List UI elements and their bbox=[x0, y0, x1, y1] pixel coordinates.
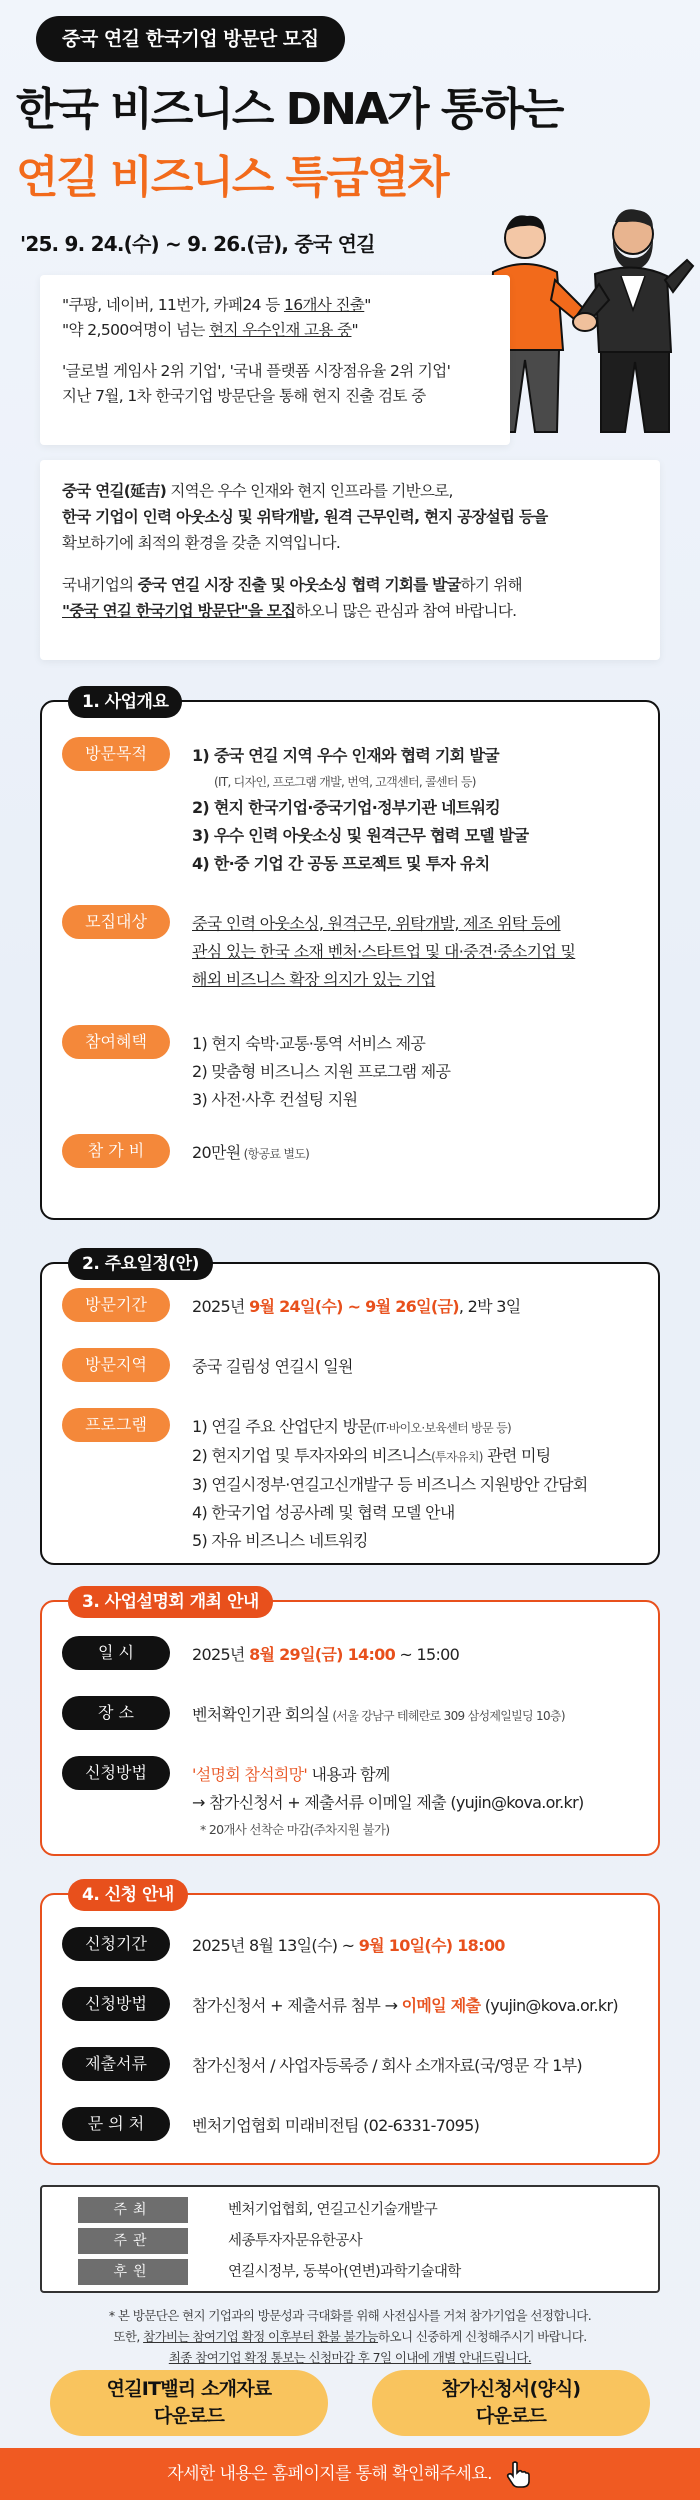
quote-line-4: 지난 7월, 1차 한국기업 방문단을 통해 현지 진출 검토 중 bbox=[62, 387, 426, 405]
briefing-place-row bbox=[62, 1696, 648, 1736]
intro-bold: "중국 연길 한국기업 방문단"을 모집 bbox=[62, 602, 296, 620]
section-briefing-session bbox=[40, 1592, 660, 1856]
benefit-row bbox=[62, 1025, 648, 1115]
period-highlight: 9월 10일(수) 18:00 bbox=[358, 1936, 505, 1955]
quote-underline: 현지 우수인재 고용 중 bbox=[209, 321, 352, 339]
target-line: 관심 있는 한국 소재 벤처·스타트업 및 대·중견·중소기업 및 bbox=[192, 942, 576, 961]
quote-text: "쿠팡, 네이버, 11번가, 카페24 등 bbox=[62, 296, 284, 314]
purpose-subitem: (IT, 디자인, 프로그램 개발, 번역, 고객센터, 콜센터 등) bbox=[214, 775, 476, 789]
intro-line-1 bbox=[62, 478, 638, 504]
program-item-note: (투자유치) bbox=[431, 1450, 483, 1464]
hero-date: '25. 9. 24.(수) ~ 9. 26.(금), 중국 연길 bbox=[20, 232, 375, 256]
purpose-tag: 방문목적 bbox=[62, 737, 170, 771]
notice-underline: 참가비는 참여기업 확정 이후부터 환불 불가능 bbox=[143, 2329, 379, 2344]
fee-note: (항공료 별도) bbox=[240, 1147, 310, 1161]
highlight-quote-box bbox=[40, 275, 510, 445]
period-text: , 2박 3일 bbox=[458, 1297, 521, 1316]
program-item: 3) 연길시정부·연길고신개발구 등 비즈니스 지원방안 간담회 bbox=[192, 1475, 588, 1494]
briefing-date-tag: 일 시 bbox=[62, 1636, 170, 1670]
sponsor-tag: 후원 bbox=[78, 2259, 188, 2285]
quote-line-1 bbox=[62, 293, 488, 318]
footer-text: 자세한 내용은 홈페이지를 통해 확인해주세요. bbox=[167, 2464, 492, 2484]
method-highlight: '설명회 참석희망' bbox=[192, 1765, 308, 1784]
notice-text bbox=[0, 2305, 700, 2368]
contact-row bbox=[62, 2107, 648, 2147]
program-item: 4) 한국기업 성공사례 및 협력 모델 안내 bbox=[192, 1503, 455, 1522]
visit-period-row bbox=[62, 1288, 648, 1328]
period-text: 2025년 bbox=[192, 1297, 250, 1316]
quote-text: "약 2,500여명이 넘는 bbox=[62, 321, 210, 339]
intro-line-3: 확보하기에 최적의 환경을 갖춘 지역입니다. bbox=[62, 534, 341, 552]
manager-tag: 주관 bbox=[78, 2228, 188, 2254]
host-tag: 주최 bbox=[78, 2197, 188, 2223]
purpose-item: 2) 현지 한국기업·중국기업·정부기관 네트워킹 bbox=[192, 798, 501, 817]
visit-region-row bbox=[62, 1348, 648, 1388]
hero-title-line1: 한국 비즈니스 DNA가 통하는 bbox=[16, 84, 563, 135]
application-method-row bbox=[62, 1987, 648, 2027]
documents-content: 참가신청서 / 사업자등록증 / 회사 소개자료(국/영문 각 1부) bbox=[192, 2056, 582, 2075]
notice-line: 하오니 신중하게 신청해주시기 바랍니다. bbox=[378, 2329, 587, 2344]
intro-text: 하오니 많은 관심과 참여 바랍니다. bbox=[295, 602, 517, 620]
download-application-form-button[interactable] bbox=[372, 2370, 650, 2436]
target-line: 중국 인력 아웃소싱, 원격근무, 위탁개발, 제조 위탁 등에 bbox=[192, 914, 561, 933]
program-item: 1) 연길 주요 산업단지 방문 bbox=[192, 1417, 373, 1436]
host-value: 벤처기업협회, 연길고신기술개발구 bbox=[228, 2202, 438, 2218]
method-highlight: 이메일 제출 bbox=[401, 1996, 481, 2015]
target-tag: 모집대상 bbox=[62, 905, 170, 939]
section-title: 4. 신청 안내 bbox=[68, 1879, 188, 1911]
visit-region-tag: 방문지역 bbox=[62, 1348, 170, 1382]
intro-line-2 bbox=[62, 504, 638, 530]
hero-title-line2: 연길 비즈니스 특급열차 bbox=[16, 152, 448, 203]
program-row bbox=[62, 1408, 648, 1558]
benefit-item: 3) 사전·사후 컨설팅 지원 bbox=[192, 1090, 358, 1109]
fee-row bbox=[62, 1134, 648, 1174]
section-title: 3. 사업설명회 개최 안내 bbox=[68, 1586, 273, 1618]
period-highlight: 9월 24일(수) ~ 9월 26일(금) bbox=[249, 1297, 459, 1316]
button-label: 다운로드 bbox=[153, 2405, 225, 2427]
place-address: (서울 강남구 테헤란로 309 삼성제일빌딩 10층) bbox=[329, 1709, 565, 1723]
intro-bold: 중국 연길(延吉) bbox=[62, 482, 167, 500]
fee-value: 20만원 bbox=[192, 1143, 241, 1162]
date-highlight: 8월 29일(금) 14:00 bbox=[249, 1645, 396, 1664]
section-application bbox=[40, 1885, 660, 2165]
benefit-tag: 참여혜택 bbox=[62, 1025, 170, 1059]
manager-value: 세종투자자문유한공사 bbox=[228, 2233, 363, 2249]
application-period-row bbox=[62, 1927, 648, 1967]
button-label: 연길IT밸리 소개자료 bbox=[106, 2378, 272, 2400]
section-title: 1. 사업개요 bbox=[68, 686, 182, 718]
quote-underline: 16개사 진출 bbox=[283, 296, 365, 314]
section-business-overview bbox=[40, 692, 660, 1220]
benefit-content bbox=[192, 1030, 648, 1114]
date-text: ~ 15:00 bbox=[395, 1645, 460, 1664]
target-content bbox=[192, 910, 648, 994]
contact-tag: 문 의 처 bbox=[62, 2107, 170, 2141]
period-text: 2025년 8월 13일(수) ~ bbox=[192, 1936, 359, 1955]
documents-row bbox=[62, 2047, 648, 2087]
target-row bbox=[62, 905, 648, 995]
sponsor-value: 연길시정부, 동북아(연변)과학기술대학 bbox=[228, 2264, 461, 2280]
pointer-hand-icon bbox=[503, 2459, 533, 2489]
application-period-content bbox=[192, 1932, 648, 1960]
briefing-date-row bbox=[62, 1636, 648, 1676]
intro-line-4 bbox=[62, 572, 638, 598]
program-item: 2) 현지기업 및 투자자와의 비즈니스 bbox=[192, 1446, 432, 1465]
briefing-place-content bbox=[192, 1701, 648, 1730]
purpose-item: 1) 중국 연길 지역 우수 인재와 협력 기회 발굴 bbox=[192, 746, 499, 765]
button-label: 다운로드 bbox=[475, 2405, 547, 2427]
method-email: (yujin@kova.or.kr) bbox=[480, 1996, 618, 2015]
intro-box bbox=[40, 460, 660, 660]
fee-tag: 참 가 비 bbox=[62, 1134, 170, 1168]
purpose-item: 4) 한·중 기업 간 공동 프로젝트 및 투자 유치 bbox=[192, 854, 490, 873]
place-text: 벤처확인기관 회의실 bbox=[192, 1705, 330, 1724]
intro-text: 국내기업의 bbox=[62, 576, 138, 594]
quote-line-3: '글로벌 게임사 2위 기업', '국내 플랫폼 시장점유율 2위 기업' bbox=[62, 362, 451, 380]
date-text: 2025년 bbox=[192, 1645, 250, 1664]
target-line: 해외 비즈니스 확장 의지가 있는 기업 bbox=[192, 970, 436, 989]
section-title: 2. 주요일정(안) bbox=[68, 1248, 213, 1280]
program-item: 5) 자유 비즈니스 네트워킹 bbox=[192, 1531, 368, 1550]
purpose-content bbox=[192, 742, 648, 878]
intro-text: 지역은 우수 인재와 현지 인프라를 기반으로, bbox=[166, 482, 453, 500]
quote-line-2 bbox=[62, 318, 488, 343]
quote-text: " bbox=[364, 296, 371, 314]
intro-text: 하기 위해 bbox=[460, 576, 522, 594]
briefing-method-content bbox=[192, 1761, 648, 1843]
fee-content bbox=[192, 1139, 648, 1168]
briefing-method-row bbox=[62, 1756, 648, 1846]
intro-bold: 한국 기업이 인력 아웃소싱 및 위탁개발, 원격 근무인력, 현지 공장설립 등을 bbox=[62, 508, 548, 526]
notice-line: * 본 방문단은 현지 기업과의 방문성과 극대화를 위해 사전심사를 거쳐 참가기업을 선정합니다. bbox=[108, 2308, 592, 2323]
program-tag: 프로그램 bbox=[62, 1408, 170, 1442]
organizers-box bbox=[40, 2185, 660, 2293]
homepage-link-bar[interactable] bbox=[0, 2448, 700, 2500]
purpose-item: 3) 우수 인력 아웃소싱 및 원격근무 협력 모델 발굴 bbox=[192, 826, 529, 845]
purpose-row bbox=[62, 737, 648, 887]
hero-pill: 중국 연길 한국기업 방문단 모집 bbox=[36, 16, 345, 62]
program-item: 관련 미팅 bbox=[482, 1446, 551, 1465]
method-text: 내용과 함께 bbox=[307, 1765, 390, 1784]
visit-region-content: 중국 길림성 연길시 일원 bbox=[192, 1357, 353, 1376]
intro-line-5 bbox=[62, 598, 638, 624]
program-item-note: (IT·바이오·보육센터 방문 등) bbox=[372, 1421, 511, 1435]
visit-period-tag: 방문기간 bbox=[62, 1288, 170, 1322]
application-period-tag: 신청기간 bbox=[62, 1927, 170, 1961]
program-content bbox=[192, 1413, 648, 1555]
notice-line: 또한, bbox=[113, 2329, 144, 2344]
briefing-method-tag: 신청방법 bbox=[62, 1756, 170, 1790]
method-text: 참가신청서 + 제출서류 첨부 → bbox=[192, 1996, 402, 2015]
briefing-place-tag: 장 소 bbox=[62, 1696, 170, 1730]
documents-tag: 제출서류 bbox=[62, 2047, 170, 2081]
contact-content: 벤처기업협회 미래비전팀 (02-6331-7095) bbox=[192, 2116, 480, 2135]
visit-period-content bbox=[192, 1293, 648, 1321]
benefit-item: 1) 현지 숙박·교통·통역 서비스 제공 bbox=[192, 1034, 426, 1053]
section-schedule bbox=[40, 1254, 660, 1565]
intro-bold: 중국 연길 시장 진출 및 아웃소싱 협력 기회를 발굴 bbox=[137, 576, 461, 594]
notice-line: 최종 참여기업 확정 통보는 신청마감 후 7일 이내에 개별 안내드립니다. bbox=[168, 2350, 532, 2365]
briefing-date-content bbox=[192, 1641, 648, 1669]
application-method-content bbox=[192, 1992, 648, 2020]
method-text: → 참가신청서 + 제출서류 이메일 제출 (yujin@kova.or.kr) bbox=[192, 1793, 584, 1812]
application-method-tag: 신청방법 bbox=[62, 1987, 170, 2021]
benefit-item: 2) 맞춤형 비즈니스 지원 프로그램 제공 bbox=[192, 1062, 451, 1081]
button-label: 참가신청서(양식) bbox=[441, 2378, 581, 2400]
briefing-note: * 20개사 선착순 마감(주차지원 불가) bbox=[200, 1822, 390, 1837]
download-it-valley-button[interactable] bbox=[50, 2370, 328, 2436]
quote-text: " bbox=[351, 321, 358, 339]
